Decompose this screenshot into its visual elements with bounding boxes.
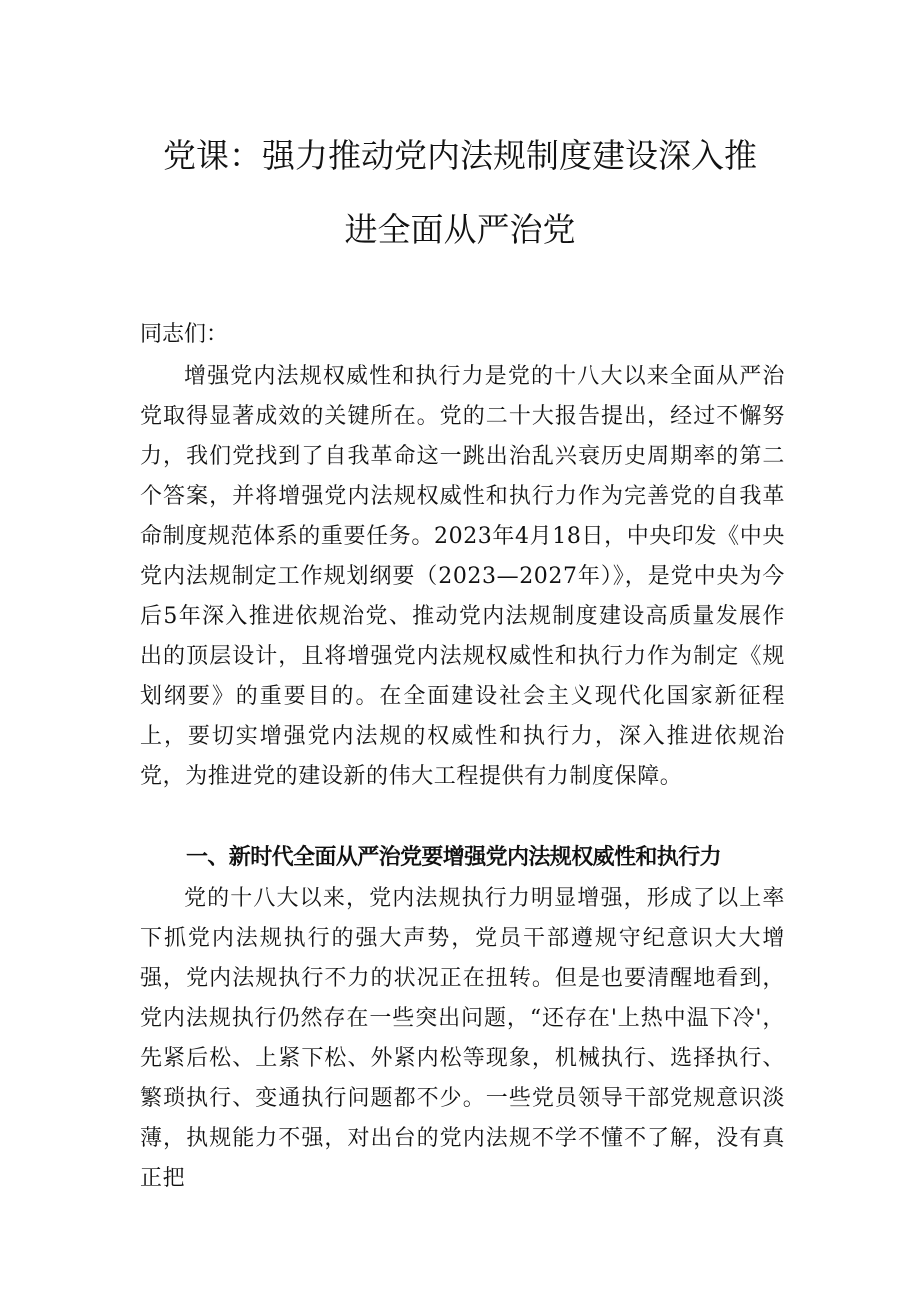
body-paragraph-1: 增强党内法规权威性和执行力是党的十八大以来全面从严治党取得显著成效的关键所在。党的二十大报告提出，经过不懈努力，我们党找到了自我革命这一跳出治乱兴衰历史周期率的第二个答案，并将增强党内法规权威性和执行力作为完善党的自我革命制度规范体系的重要任务。2023年4月18日，中央印发《中央党内法规制定工作规划纲要（2023—2027年）》，是党中央为今后5年深入推进依规治党、推动党内法规制度建设高质量发展作出的顶层设计，且将增强党内法规权威性和执行力作为制定《规划纲要》的重要目的。在全面建设社会主义现代化国家新征程上，要切实增强党内法规的权威性和执行力，深入推进依规治党，为推进党的建设新的伟大工程提供有力制度保障。	[140, 364, 785, 789]
salutation: 同志们：	[140, 322, 229, 347]
document-title-line-1: 党课：强力推动党内法规制度建设深入推	[163, 136, 757, 175]
body-paragraph-2: 党的十八大以来，党内法规执行力明显增强，形成了以上率下抓党内法规执行的强大声势，党员干部遵规守纪意识大大增强，党内法规执行不力的状况正在扭转。但是也要清醒地看到，党内法规执行仍然存在一些突出问题，“还存在'上热中温下冷'，先紧后松、上紧下松、外紧内松等现象，机械执行、选择执行、繁琐执行、变通执行问题都不少。一些党员领导干部党规意识淡薄，执规能力不强，对出台的党内法规不学不懂不了解，没有真正把	[140, 886, 785, 1191]
section-heading: 一、新时代全面从严治党要增强党内法规权威性和执行力	[186, 845, 722, 870]
document-title-line-2: 进全面从严治党	[344, 210, 576, 249]
